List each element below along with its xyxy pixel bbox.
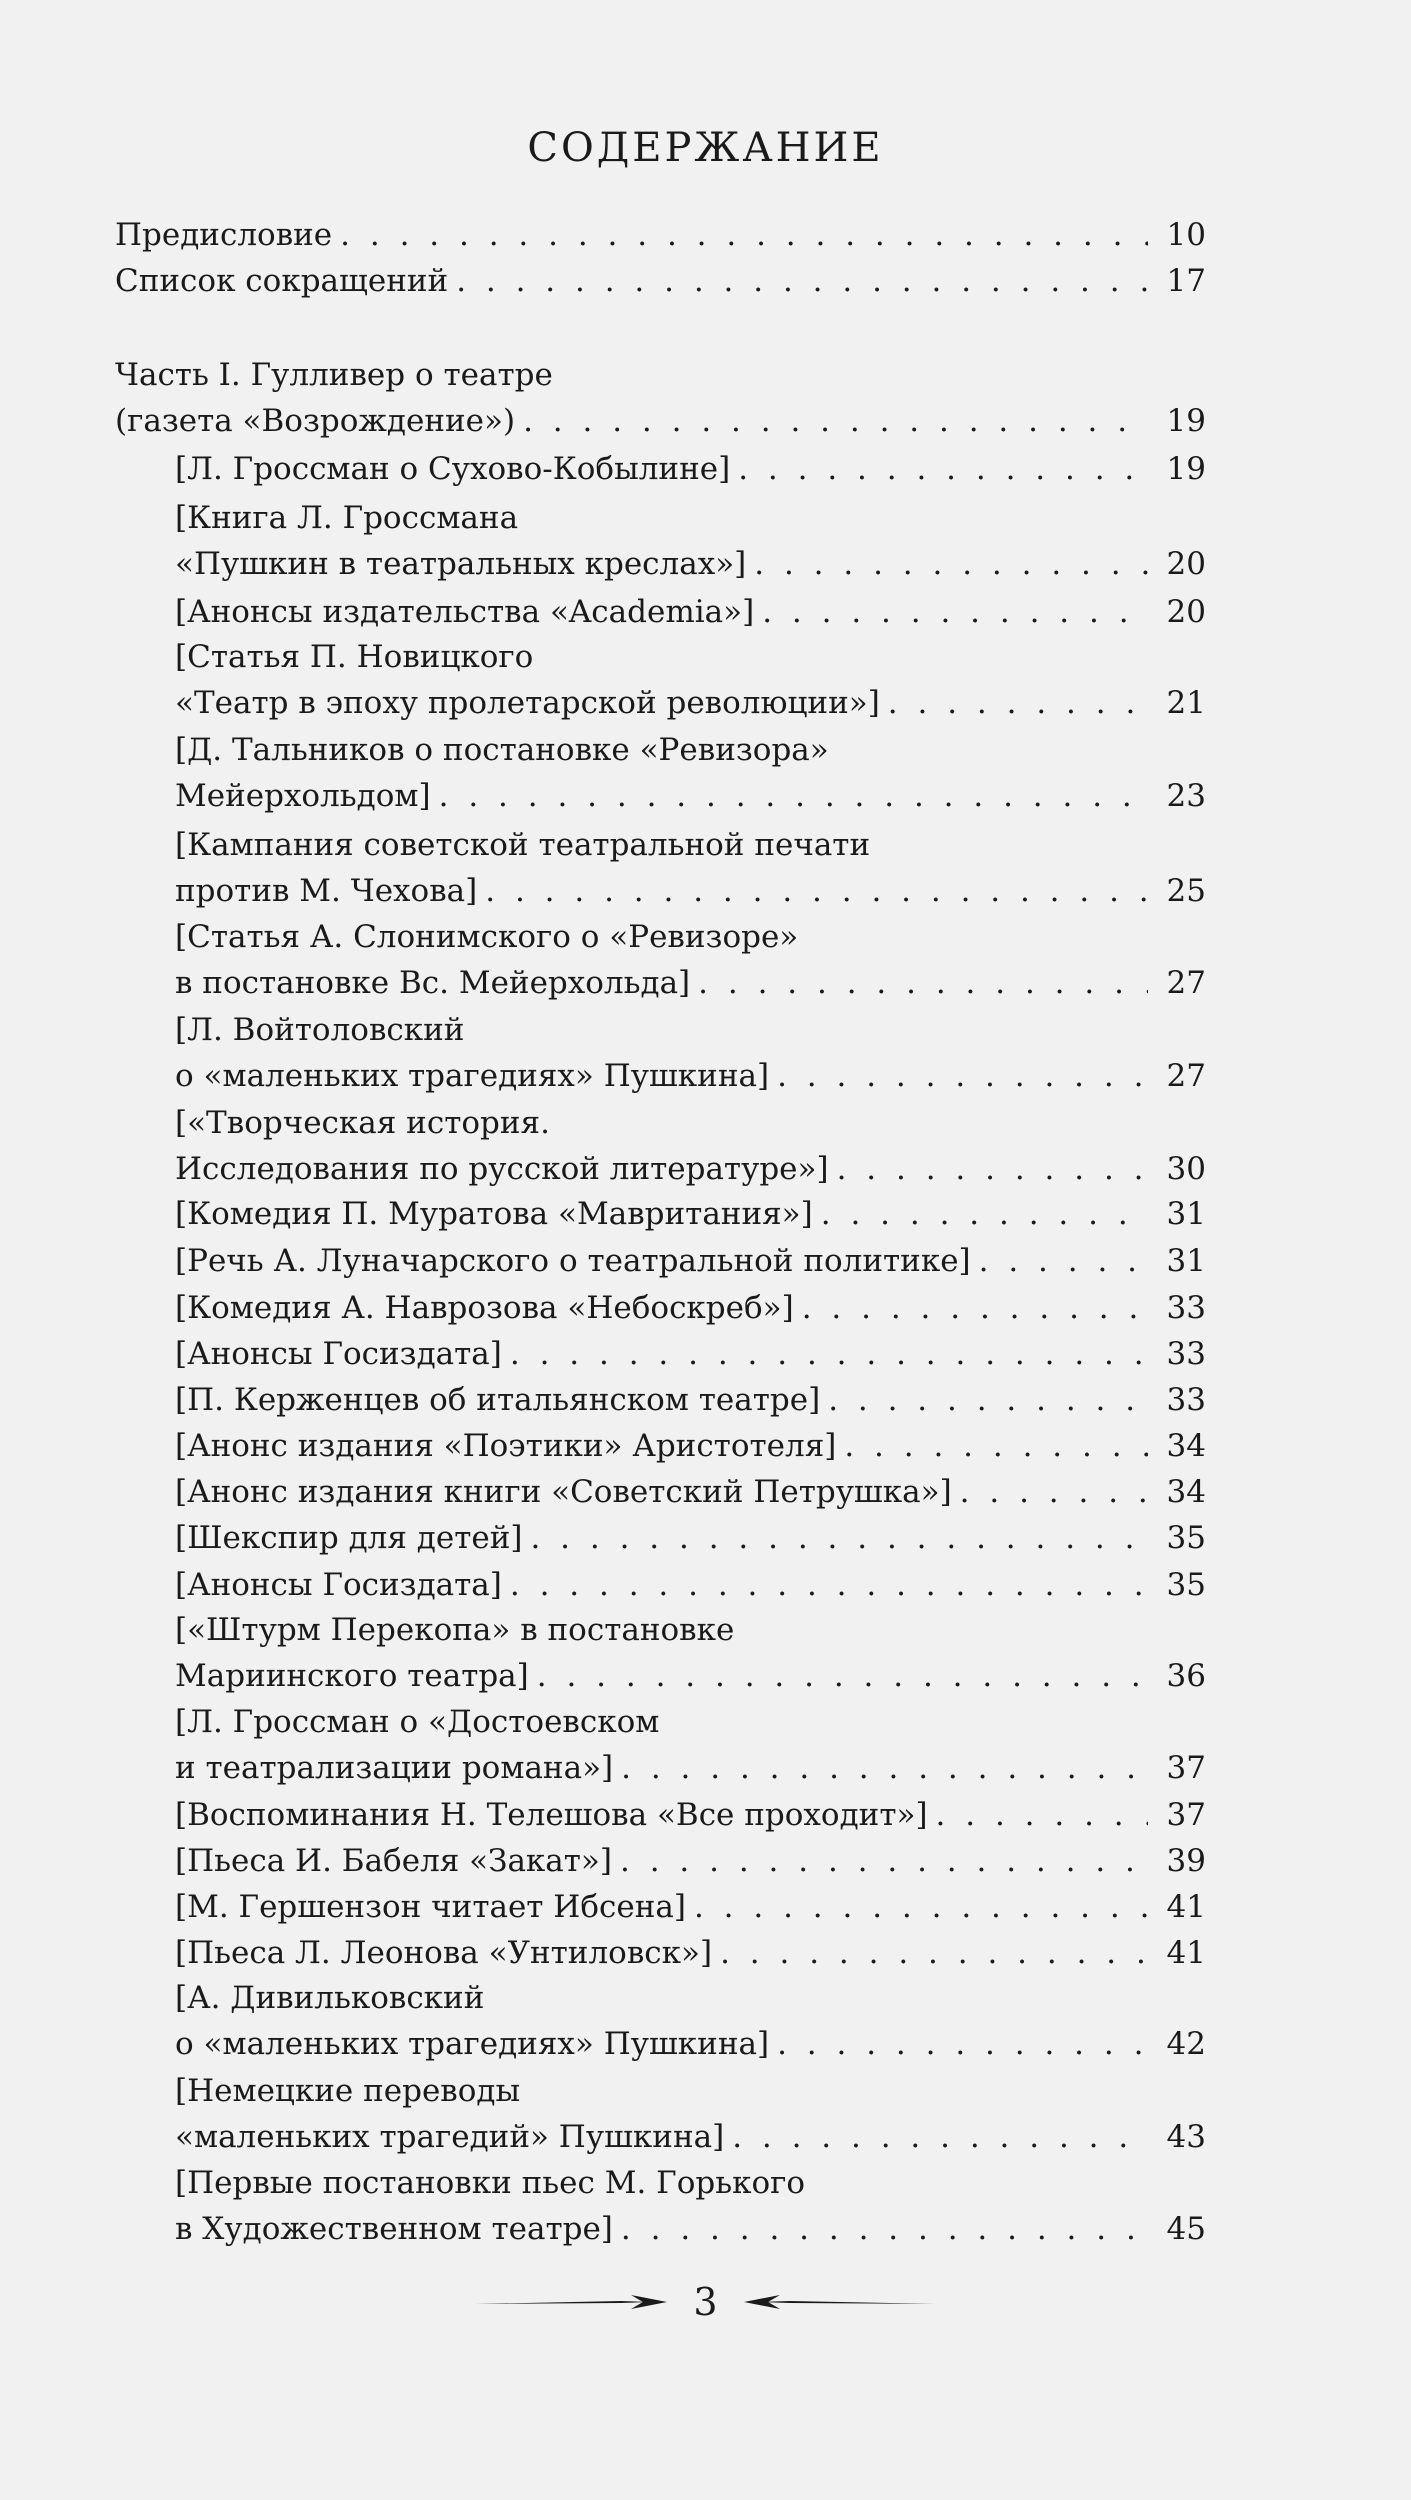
toc-entry-title: о «маленьких трагедиях» Пушкина] <box>175 1058 770 1094</box>
toc-entry-title: о «маленьких трагедиях» Пушкина] <box>175 2026 770 2062</box>
toc-entry-line <box>175 1975 1100 2021</box>
toc-entry-line <box>175 495 1100 541</box>
toc-entry <box>175 960 1206 1006</box>
toc-entry-line <box>175 2160 1100 2206</box>
toc-entry <box>175 1191 1206 1237</box>
toc-entry-line <box>175 727 1100 773</box>
toc-page-number: 37 <box>1166 1797 1206 1833</box>
toc-entry <box>175 541 1206 587</box>
dot-leader <box>690 960 1148 1006</box>
toc-entry-title: против М. Чехова] <box>175 873 478 909</box>
dot-leader <box>448 258 1148 304</box>
toc-entry <box>175 1792 1206 1838</box>
toc-entry <box>175 446 1206 492</box>
toc-entry-title: [А. Дивильковский <box>175 1980 485 2016</box>
toc-page-number: 35 <box>1166 1567 1206 1603</box>
toc-entry-title: [Статья А. Слонимского о «Ревизоре» <box>175 919 799 955</box>
toc-page-number: 35 <box>1166 1520 1206 1556</box>
dot-leader <box>928 1792 1148 1838</box>
dot-leader <box>769 1053 1148 1099</box>
toc-page-number: 41 <box>1166 1935 1206 1971</box>
toc-entry-title: [Немецкие переводы <box>175 2073 521 2109</box>
dot-leader <box>529 1653 1148 1699</box>
toc-page-number: 31 <box>1166 1196 1206 1232</box>
dot-leader <box>332 212 1148 258</box>
toc-entry <box>175 589 1206 635</box>
toc-entry-line <box>175 634 1100 680</box>
dot-leader <box>613 1745 1148 1791</box>
toc-entry-title: Часть I. Гулливер о театре <box>115 357 553 393</box>
toc-entry-title: [Анонсы издательства «Academia»] <box>175 594 755 630</box>
dot-leader <box>522 1515 1148 1561</box>
dot-leader <box>829 1146 1148 1192</box>
toc-entry <box>175 1331 1206 1377</box>
toc-entry-title: в постановке Вс. Мейерхольда] <box>175 965 691 1001</box>
toc-page-number: 41 <box>1166 1889 1206 1925</box>
toc-entry <box>175 773 1206 819</box>
toc-entry-line <box>175 822 1100 868</box>
toc-entry-title: «маленьких трагедий» Пушкина] <box>175 2119 725 2155</box>
toc-page-number: 20 <box>1166 546 1206 582</box>
toc-entry-title: [Шекспир для детей] <box>175 1520 523 1556</box>
toc-page-number: 19 <box>1166 403 1206 439</box>
dot-leader <box>769 2021 1148 2067</box>
toc-entry <box>175 1469 1206 1515</box>
dot-leader <box>712 1930 1148 1976</box>
toc-entry <box>175 1930 1206 1976</box>
toc-page-number: 34 <box>1166 1428 1206 1464</box>
toc-page-number: 37 <box>1166 1750 1206 1786</box>
toc-entry-title: [Л. Войтоловский <box>175 1012 465 1048</box>
toc-entry-line <box>175 2068 1100 2114</box>
toc-entry-line <box>175 1699 1100 1745</box>
toc-page-number: 39 <box>1166 1843 1206 1879</box>
toc-entry <box>175 2114 1206 2160</box>
dot-leader <box>724 2114 1148 2160</box>
toc-page-number: 30 <box>1166 1151 1206 1187</box>
toc-entry-title: [Статья П. Новицкого <box>175 639 534 675</box>
toc-entry-title: Список сокращений <box>115 263 449 299</box>
toc-page-number: 45 <box>1166 2211 1206 2247</box>
dot-leader <box>746 541 1148 587</box>
toc-page-number: 33 <box>1166 1336 1206 1372</box>
toc-entry-title: [«Творческая история. <box>175 1105 550 1141</box>
dot-leader <box>686 1884 1148 1930</box>
toc-entry-title: [Анонс издания «Поэтики» Аристотеля] <box>175 1428 837 1464</box>
dot-leader <box>880 680 1148 726</box>
dot-leader <box>612 1838 1148 1884</box>
toc-entry <box>175 868 1206 914</box>
dot-leader <box>613 2206 1148 2252</box>
toc-entry <box>175 1653 1206 1699</box>
toc-entry <box>175 1745 1206 1791</box>
toc-entry-line <box>175 1100 1100 1146</box>
toc-entry-title: [Кампания советской театральной печати <box>175 827 871 863</box>
toc-entry-title: [П. Керженцев об итальянском театре] <box>175 1382 821 1418</box>
toc-entry-line <box>175 1607 1100 1653</box>
toc-entry-title: [Первые постановки пьес М. Горького <box>175 2165 806 2201</box>
toc-entry-title: «Пушкин в театральных креслах»] <box>175 546 747 582</box>
toc-entry <box>175 1838 1206 1884</box>
page-footer <box>0 2272 1411 2332</box>
toc-entry-title: в Художественном театре] <box>175 2211 613 2247</box>
dot-leader <box>836 1423 1148 1469</box>
toc-page-number: 25 <box>1166 873 1206 909</box>
toc-entry-title: [Воспоминания Н. Телешова «Все проходит»] <box>175 1797 928 1833</box>
dot-leader <box>754 589 1148 635</box>
toc-entry <box>115 212 1206 258</box>
toc-entry <box>175 1146 1206 1192</box>
toc-entry-title: Мариинского театра] <box>175 1658 529 1694</box>
dot-leader <box>813 1191 1148 1237</box>
toc-entry <box>175 1285 1206 1331</box>
dot-leader <box>730 446 1148 492</box>
toc-entry-title: [Комедия А. Наврозова «Небоскреб»] <box>175 1290 794 1326</box>
toc-entry <box>115 258 1206 304</box>
toc-entry <box>175 1884 1206 1930</box>
toc-entry <box>175 2021 1206 2067</box>
toc-page-number: 21 <box>1166 685 1206 721</box>
toc-entry <box>175 1238 1206 1284</box>
dot-leader <box>971 1238 1148 1284</box>
toc-entry <box>175 680 1206 726</box>
left-ornament-icon <box>471 2292 671 2312</box>
toc-entry-title: [Л. Гроссман о Сухово-Кобылине] <box>175 451 731 487</box>
toc-entry-title: [Комедия П. Муратова «Мавритания»] <box>175 1196 813 1232</box>
right-ornament-icon <box>740 2292 940 2312</box>
dot-leader <box>431 773 1148 819</box>
toc-entry <box>175 1423 1206 1469</box>
dot-leader <box>515 398 1148 444</box>
toc-entry <box>175 1377 1206 1423</box>
toc-page-number: 43 <box>1166 2119 1206 2155</box>
toc-entry-line <box>115 352 1100 398</box>
toc-page-number: 10 <box>1166 217 1206 253</box>
toc-page-number: 33 <box>1166 1382 1206 1418</box>
dot-leader <box>502 1331 1148 1377</box>
page-number: 3 <box>693 2280 718 2324</box>
toc-page-number: 42 <box>1166 2026 1206 2062</box>
toc-entry-title: (газета «Возрождение») <box>115 403 516 439</box>
toc-entry-title: [Анонсы Госиздата] <box>175 1567 502 1603</box>
toc-page-number: 36 <box>1166 1658 1206 1694</box>
toc-entry-title: [Пьеса И. Бабеля «Закат»] <box>175 1843 612 1879</box>
toc-entry-title: [Речь А. Луначарского о театральной политике] <box>175 1243 971 1279</box>
toc-entry-line <box>175 1007 1100 1053</box>
toc-entry <box>175 1515 1206 1561</box>
toc-entry-title: «Театр в эпоху пролетарской революции»] <box>175 685 880 721</box>
toc-entry-title: [Д. Тальников о постановке «Ревизора» <box>175 732 829 768</box>
toc-page-number: 23 <box>1166 778 1206 814</box>
dot-leader <box>952 1469 1148 1515</box>
toc-entry-title: Мейерхольдом] <box>175 778 431 814</box>
toc-entry-title: [М. Гершензон читает Ибсена] <box>175 1889 686 1925</box>
toc-page-number: 27 <box>1166 1058 1206 1094</box>
toc-entry-title: Исследования по русской литературе»] <box>175 1151 829 1187</box>
page-title: СОДЕРЖАНИЕ <box>527 125 884 171</box>
toc-page-number: 34 <box>1166 1474 1206 1510</box>
toc-entry <box>175 1562 1206 1608</box>
toc-entry-title: [Анонс издания книги «Советский Петрушка»] <box>175 1474 952 1510</box>
toc-entry-title: [Анонсы Госиздата] <box>175 1336 502 1372</box>
toc-entry <box>175 1053 1206 1099</box>
toc-entry-title: [«Штурм Перекопа» в постановке <box>175 1612 735 1648</box>
toc-entry-title: [Пьеса Л. Леонова «Унтиловск»] <box>175 1935 713 1971</box>
toc-entry-line <box>175 914 1100 960</box>
toc-page-number: 17 <box>1166 263 1206 299</box>
dot-leader <box>502 1562 1148 1608</box>
toc-entry <box>175 2206 1206 2252</box>
toc-entry-title: [Книга Л. Гроссмана <box>175 500 519 536</box>
toc-page-number: 27 <box>1166 965 1206 1001</box>
toc-page-number: 31 <box>1166 1243 1206 1279</box>
toc-page-number: 19 <box>1166 451 1206 487</box>
toc-entry-title: и театрализации романа»] <box>175 1750 614 1786</box>
dot-leader <box>820 1377 1148 1423</box>
toc-page-number: 20 <box>1166 594 1206 630</box>
toc-entry-title: [Л. Гроссман о «Достоевском <box>175 1704 660 1740</box>
toc-page-number: 33 <box>1166 1290 1206 1326</box>
dot-leader <box>477 868 1148 914</box>
toc-entry <box>115 398 1206 444</box>
toc-entry-title: Предисловие <box>115 217 333 253</box>
dot-leader <box>794 1285 1148 1331</box>
